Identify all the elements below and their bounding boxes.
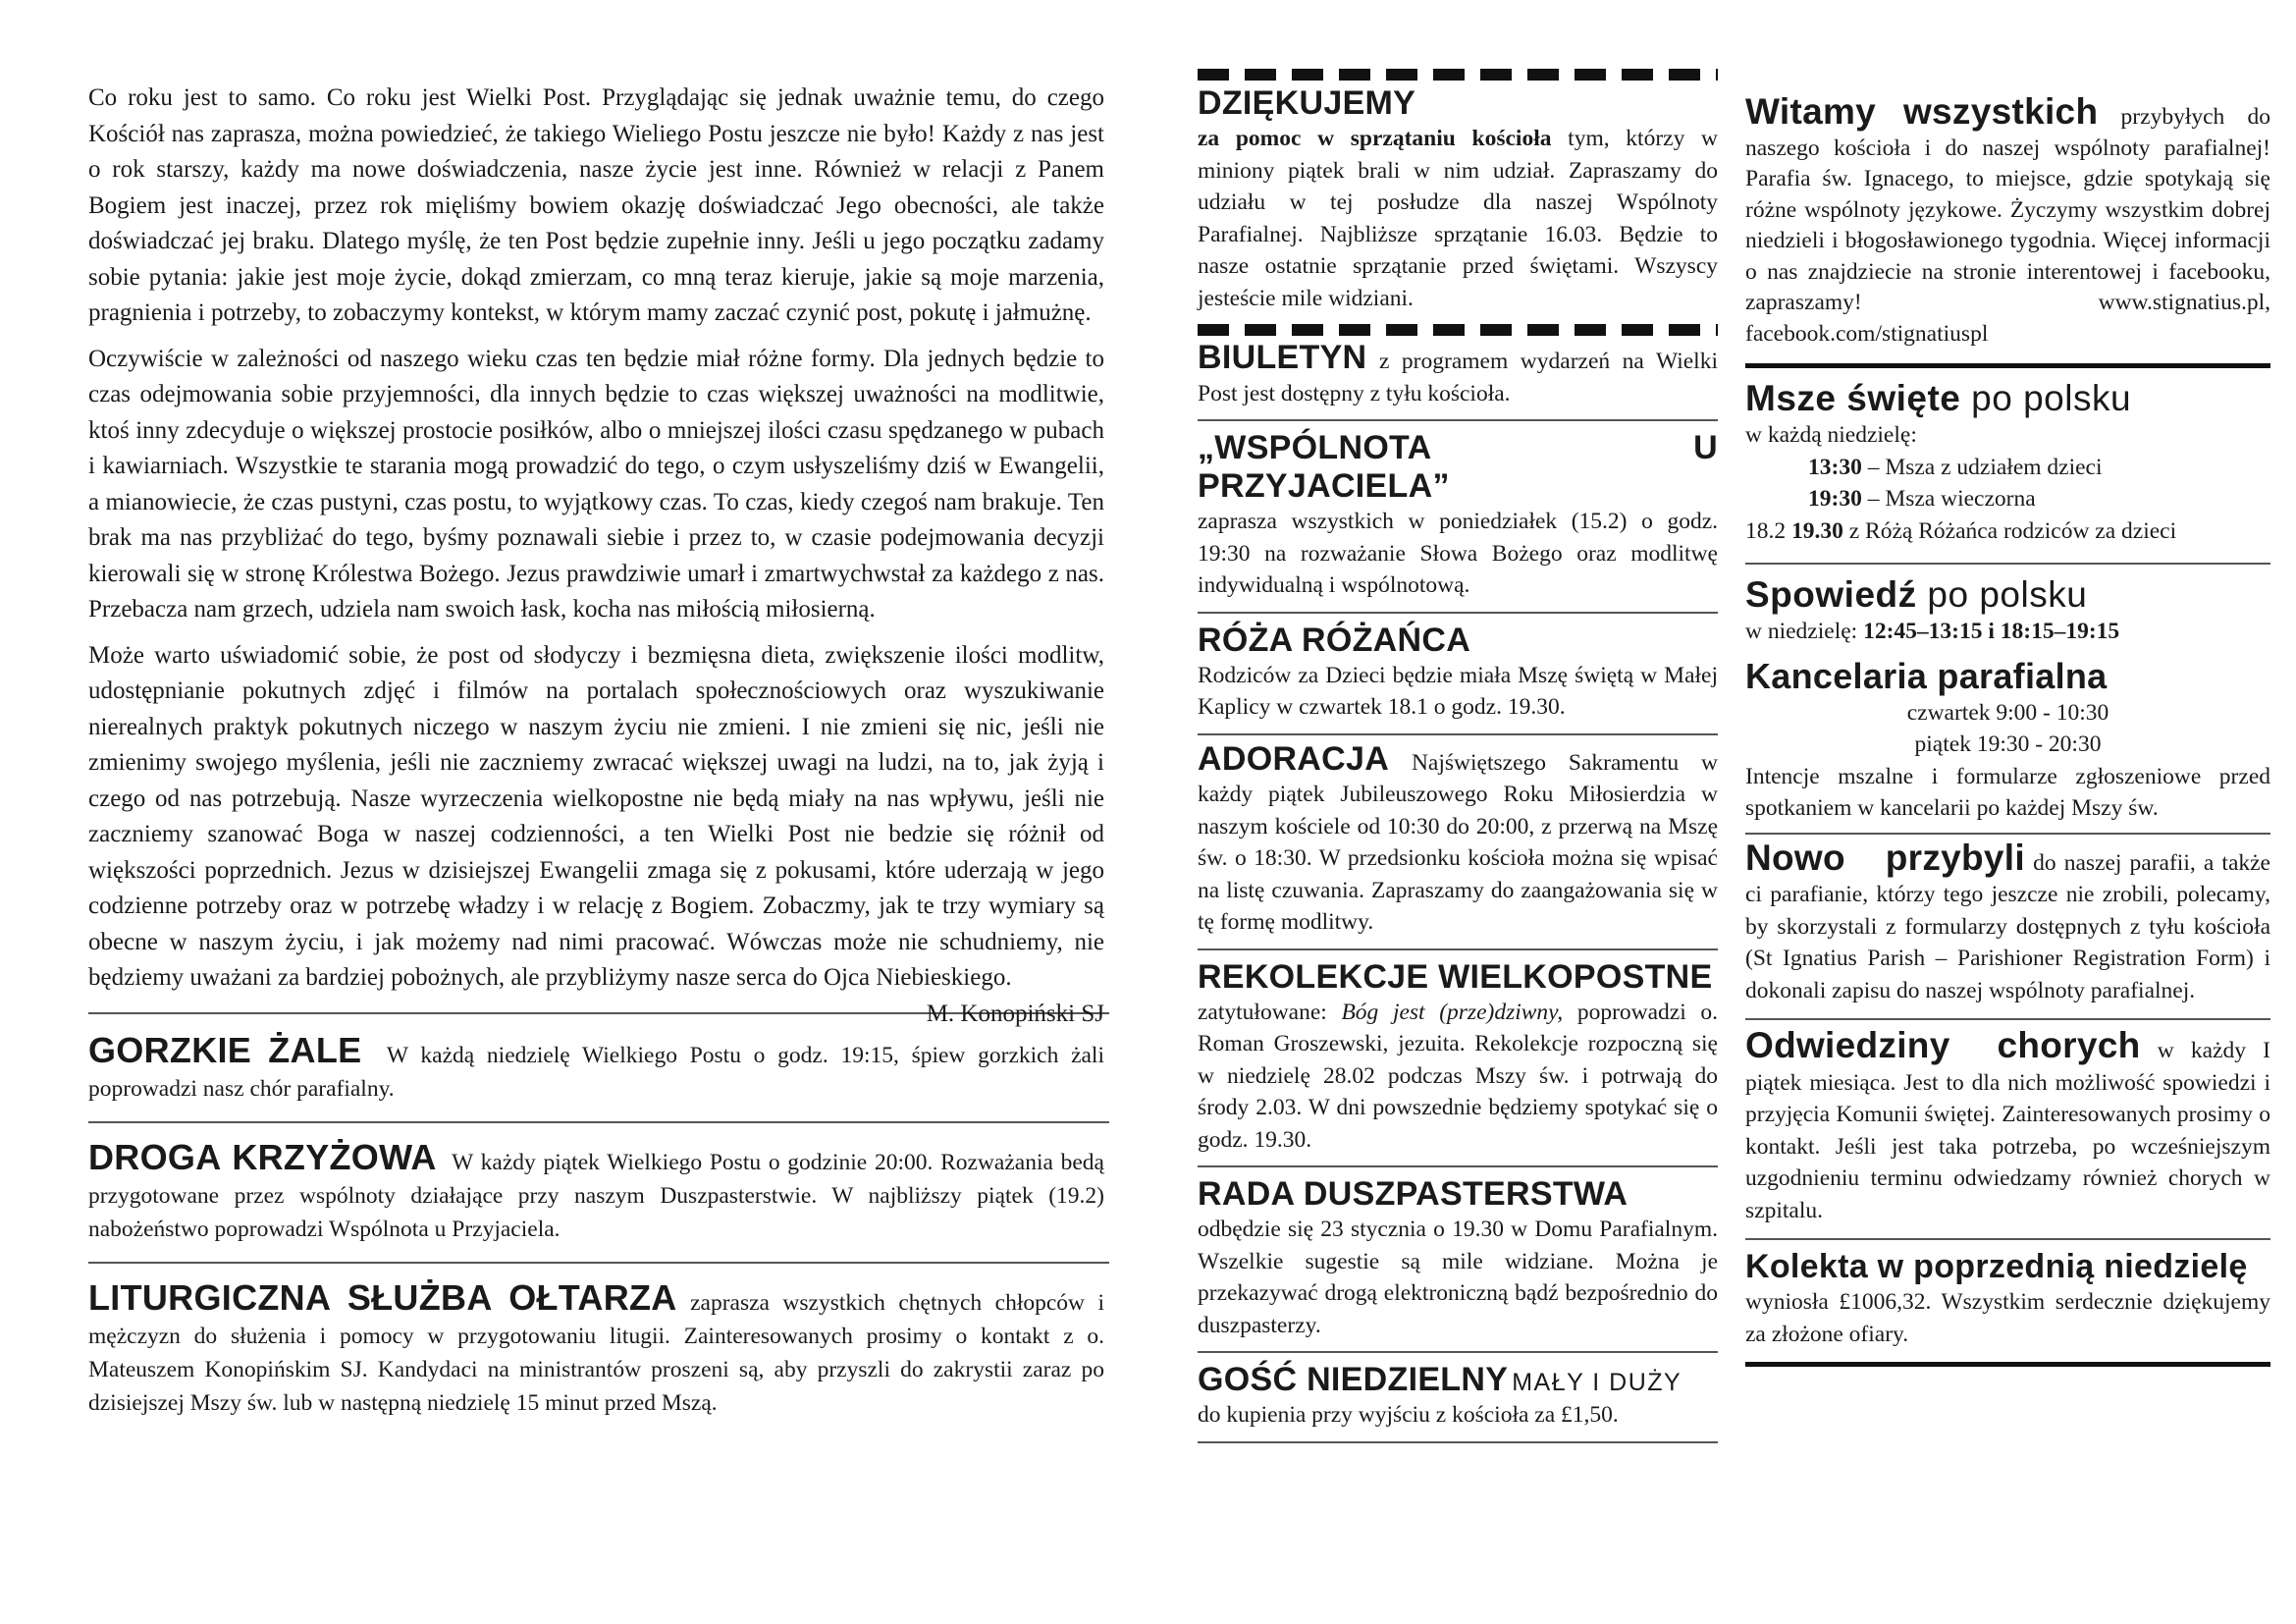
rekolekcje-heading: REKOLEKCJE WIELKOPOSTNE [1198, 957, 1713, 996]
right-column [1745, 91, 2270, 1367]
droga-krzyzowa-text: W każdy piątek Wielkiego Postu o godzinie 20:00. Rozważania bedą przygotowane przez wspólnoty działające przy naszym Duszpasterstwie. W najbliższy piątek (19.2) nabożeństwo poprowadzi Wspólnota u Przyjaciela. [88, 1149, 1104, 1242]
section-odwiedziny [1745, 1025, 2270, 1226]
msze-heading-bold: Msze święte [1745, 378, 1961, 418]
roza-rozanca-heading: RÓŻA RÓŻAŃCA [1198, 621, 1471, 659]
spowiedz-lead: w niedzielę: [1745, 619, 1864, 644]
nowo-text: do naszej parafii, a także ci parafianie, którzy tego jeszcze nie zrobili, polecamy, by skorzystali z formularzy dostępnych z tyłu kościoła (St Ignatius Parish – Parishioner Registration Form) i dokonali zapisu do naszej wspólnoty parafialnej. [1745, 849, 2270, 1003]
msze-2-text: – Msza wieczorna [1861, 486, 2036, 512]
spowiedz-times: 12:45–13:15 i 18:15–19:15 [1863, 619, 2120, 644]
witamy-text: przybyłych do naszego kościoła i do naszej wspólnoty parafialnej! Parafia św. Ignacego, to miejsce, gdzie spotykają się różne wspólnoty językowe. Życzymy wszystkim dobrej niedzieli i błogosławionego tygodnia. Więcej informacji o nas znajdziecie na stronie interentowej i facebooku, zapraszamy! www.stignatius.pl, facebook.com/stignatiuspl [1745, 104, 2270, 347]
sluzba-oltarza-heading: LITURGICZNA SŁUŻBA OŁTARZA [88, 1276, 677, 1318]
divider [1198, 733, 1718, 735]
kancelaria-hours-2: piątek 19:30 - 20:30 [1914, 731, 2102, 757]
divider [1745, 1238, 2270, 1240]
left-column [88, 81, 1104, 1420]
section-witamy [1745, 91, 2270, 350]
section-dziekujemy [1198, 84, 1718, 314]
section-msze [1745, 378, 2270, 547]
section-adoracja [1198, 739, 1718, 939]
dziekujemy-text: tym, którzy w miniony piątek brali w nim udział. Zapraszamy do udziału w tej posłudze dla naszej Wspólnoty Parafialnej. Najbliższe sprzątanie 16.03. Będzie to nasze ostatnie sprzątanie przed świętami. Wszyscy jesteście mile widziani. [1198, 126, 1718, 311]
section-nowo-przybyli [1745, 837, 2270, 1007]
rada-heading: RADA DUSZPASTERSTWA [1198, 1175, 1629, 1213]
rekolekcje-italic-title: Bóg jest (prze)dziwny, [1341, 999, 1564, 1025]
lent-reflection-paragraph-1: Co roku jest to samo. Co roku jest Wielki Post. Przyglądając się jednak uważnie temu, do czego Kościół nas zaprasza, można powiedzieć, że takiego Wieliego Postu jeszcze nie było! Każdy z nas jest o rok starszy, każdy ma nowe doświadczenia, nasze życie jest inne. Również w relacji z Panem Bogiem jest inaczej, przez rok mięliśmy bowiem okazję doświadczać Jego obecności, ale także doświadczać jej braku. Dlatego myślę, że ten Post będzie zupełnie inny. Jeśli u jego początku zadamy sobie pytania: jakie jest moje życie, dokąd zmierzam, co mną teraz kieruje, jakie są moje marzenia, pragnienia i potrzeby, to zobaczymy kontekst, w którym mamy zaczać czynić post, pokutę i jałmużnę. [88, 84, 1104, 326]
msze-row-2 [1745, 483, 2270, 515]
divider [1198, 612, 1718, 614]
roza-rozanca-text: Rodziców za Dzieci będzie miała Mszę świętą w Małej Kaplicy w czwartek 18.1 o godz. 19.30. [1198, 662, 1718, 720]
gosc-heading: GOŚĆ NIEDZIELNY [1198, 1361, 1509, 1398]
gosc-subheading: MAŁY I DUŻY [1512, 1369, 1682, 1396]
wspolnota-heading: „WSPÓLNOTA U PRZYJACIELA” [1198, 429, 1718, 505]
kancelaria-text: Intencje mszalne i formularze zgłoszeniowe przed spotkaniem w kancelarii po każdej Mszy św. [1745, 763, 2270, 821]
wspolnota-text: zaprasza wszystkich w poniedziałek (15.2) o godz. 19:30 na rozważanie Słowa Bożego oraz modlitwę indywidualną i wspólnotową. [1198, 509, 1718, 598]
msze-2-time: 19:30 [1808, 486, 1862, 512]
rekolekcje-lead: zatytułowane: [1198, 999, 1342, 1025]
divider [1198, 1441, 1718, 1443]
section-kancelaria [1745, 656, 2270, 825]
adoracja-text: Najświętszego Sakramentu w każdy piątek Jubileuszowego Roku Miłosierdzia w naszym kościele od 10:30 do 20:00, z przerwą na Mszę św. o 18:30. W przedsionku kościoła można się wpisać na listę czuwania. Zapraszamy do zaangażowania się w tę formę modlitwy. [1198, 749, 1718, 935]
kancelaria-hours-1: czwartek 9:00 - 10:30 [1906, 699, 2109, 726]
dashed-divider-bottom [1198, 324, 1718, 336]
author-signature: M. Konopiński SJ [926, 1000, 1104, 1027]
section-rekolekcje [1198, 958, 1718, 1157]
lent-reflection-paragraph-3 [88, 638, 1104, 1027]
divider [1745, 563, 2270, 565]
divider [88, 1121, 1109, 1123]
divider [1198, 1165, 1718, 1167]
kolekta-text: wyniosła £1006,32. Wszystkim serdecznie dziękujemy za złożone ofiary. [1745, 1289, 2270, 1347]
section-gosc-niedzielny [1198, 1361, 1718, 1432]
msze-heading-rest: po polsku [1960, 378, 2132, 418]
msze-3-text: z Różą Różańca rodziców za dzieci [1842, 517, 2177, 544]
divider [88, 1262, 1109, 1264]
msze-1-time: 13:30 [1808, 454, 1862, 480]
middle-column [1198, 69, 1718, 1443]
dziekujemy-heading: DZIĘKUJEMY [1198, 84, 1416, 122]
msze-3-time: 19.30 [1791, 517, 1843, 544]
rada-text: odbędzie się 23 stycznia o 19.30 w Domu Parafialnym. Wszelkie sugestie są mile widziane. Można je przekazywać drogą elektroniczną bądź bezpośrednio do duszpasterzy. [1198, 1217, 1718, 1338]
section-spowiedz [1745, 574, 2270, 648]
section-roza-rozanca [1198, 622, 1718, 724]
spowiedz-heading-rest: po polsku [1916, 574, 2088, 615]
gosc-text: do kupienia przy wyjściu z kościoła za £1,50. [1198, 1402, 1619, 1428]
divider [1198, 1351, 1718, 1353]
divider [1198, 419, 1718, 421]
section-biuletyn [1198, 339, 1718, 409]
msze-3-date: 18.2 [1745, 517, 1791, 544]
gorzkie-zale-heading: GORZKIE ŻALE [88, 1029, 362, 1070]
section-wspolnota [1198, 429, 1718, 602]
gorzkie-zale-text: W każdą niedzielę Wielkiego Postu o godz. 19:15, śpiew gorzkich żali poprowadzi nasz chór parafialny. [88, 1042, 1104, 1102]
biuletyn-text: z programem wydarzeń na Wielki Post jest dostępny z tyłu kościoła. [1198, 349, 1718, 406]
msze-intro: w każdą niedzielę: [1745, 422, 1917, 448]
paragraph-3-text: Może warto uświadomić sobie, że post od słodyczy i bezmięsna dieta, zwiększenie ilości modlitw, udostępnianie pokutnych zdjęć i filmów na portalach społecznościowych oraz wyszukiwanie nierealnych praktyk pokutnych niczego w naszym życiu nie zmieni. I nie zmieni się nic, jeśli nie zmienimy swojego myślenia, jeśli nie zaczniemy zwracać większej uwagi na ludzi, na to, jak żyją i czego od nas potrzebują. Nasze wyrzeczenia wielkopostne nie będą miały na nas wpływu, jeśli nie zaczniemy szanować Boga w naszej codzienności, a ten Wielki Post nie bedzie się różnił od większości poprzednich. Jezus w dzisiejszej Ewangelii zmaga się z pokusami, które uderzają w jego codzienne potrzeby oraz w potrzebę władzy i w relację z Bogiem. Zobaczmy, jak te trzy wymiary są obecne w naszym życiu, i jak możemy nad nimi pracować. Wówczas może nie schudniemy, nie będziemy uważani za bardziej pobożnych, ale przybliżymy nasze serca do Ojca Niebieskiego. [88, 641, 1104, 991]
divider [1745, 833, 2270, 835]
odwiedziny-text: w każdy I piątek miesiąca. Jest to dla nich możliwość spowiedzi i przyjęcia Komunii świętej. Zainteresowanych prosimy o kontakt. Jeśli jest taka potrzeba, po wcześniejszym uzgodnieniu terminu odwiedzamy również chorych w szpitalu. [1745, 1038, 2270, 1223]
section-gorzkie-zale [88, 1029, 1104, 1106]
section-kolekta [1745, 1248, 2270, 1350]
msze-row-1 [1745, 452, 2270, 484]
msze-row-3 [1745, 515, 2270, 548]
section-sluzba-oltarza [88, 1276, 1105, 1420]
section-droga-krzyzowa [88, 1136, 1104, 1246]
rekolekcje-text: poprowadzi o. Roman Groszewski, jezuita. Rekolekcje rozpoczną się w niedzielę 28.02 podczas Mszy św. i potrwają do środy 2.03. W dni powszednie będziemy spotykać się o godz. 19.30. [1198, 999, 1719, 1153]
section-rada-duszpasterstwa [1198, 1175, 1718, 1341]
dziekujemy-bold: za pomoc w sprzątaniu kościoła [1198, 126, 1552, 151]
biuletyn-heading: BIULETYN [1198, 339, 1367, 376]
dashed-divider-top [1198, 69, 1718, 81]
spowiedz-heading-bold: Spowiedź [1745, 574, 1917, 615]
msze-1-text: – Msza z udziałem dzieci [1861, 454, 2103, 480]
lent-reflection-paragraph-2: Oczywiście w zależności od naszego wieku czas ten będzie miał różne formy. Dla jednych będzie to czas odejmowania sobie przyjemności, dla innych będzie to czas większej uważności na modlitwie, ktoś inny zdecyduje o większej prostocie posiłków, albo o mniejszej ilości czasu spędzanego w pubach i kawiarniach. Wszystkie te starania mogą prowadzić do tego, o czym usłyszeliśmy dziś w Ewangelii, a mianowiecie, że czas pustyni, czas postu, to wyjątkowy czas. To czas, kiedy czegoś nam brakuje. Ten brak ma nas przybliżać do tego, byśmy poznawali siebie i przez to, w czasie podejmowania decyzji kierowali się w stronę Królestwa Bożego. Jezus prawdziwie umarł i zmartwychwstał za każdego z nas. Przebacza nam grzech, udziela nam swoich łask, kocha nas miłością miłosierną. [88, 345, 1104, 623]
nowo-heading: Nowo przybyli [1745, 837, 2025, 878]
kolekta-heading: Kolekta w poprzednią niedzielę [1745, 1248, 2248, 1285]
sluzba-oltarza-text: zaprasza wszystkich chętnych chłopców i mężczyzn do służenia i pomocy w przygotowaniu litugii. Zainteresowanych prosimy o kontakt z o. Mateuszem Konopińskim SJ. Kandydaci na ministrantów proszeni są, aby przyszli do zakrystii zaraz po dzisiejszej Mszy św. lub w następną niedzielę 15 minut przed Mszą. [88, 1289, 1105, 1416]
divider [1198, 948, 1718, 950]
adoracja-heading: ADORACJA [1198, 739, 1390, 778]
divider [1745, 1018, 2270, 1020]
witamy-heading: Witamy wszystkich [1745, 91, 2099, 132]
droga-krzyzowa-heading: DROGA KRZYŻOWA [88, 1136, 437, 1177]
thick-divider-bottom [1745, 1362, 2270, 1367]
kancelaria-heading: Kancelaria parafialna [1745, 655, 2108, 696]
odwiedziny-heading: Odwiedziny chorych [1745, 1025, 2141, 1065]
thick-divider [1745, 363, 2270, 368]
